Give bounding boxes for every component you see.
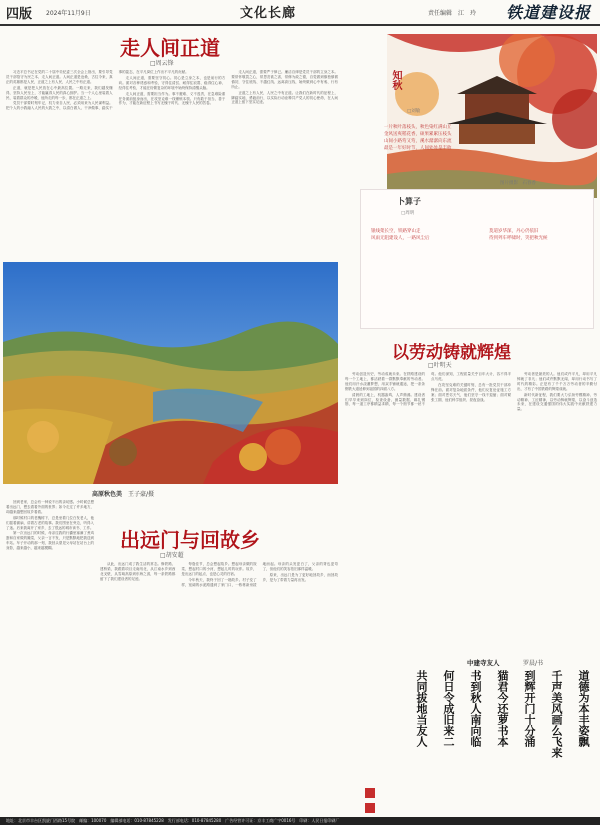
article-1-paragraph: 走人间正道，需要担当作为。事不避难、义不逃责，在急难险重任务面前挺身而出，在攻坚克难一线锤炼本领。只有敢于担当、善于作为，才能在新征程上书写无愧于时代、无愧于人民的答卷。	[118, 91, 226, 106]
calligraphy-column: 到辉开门十分涌	[523, 670, 536, 747]
issue-date: 2024年11月9日	[46, 10, 91, 17]
poem-2-line: 风雨无阻建设人，一路风尘后	[371, 236, 430, 241]
poem-1-verse	[384, 124, 504, 152]
poem-1-title: 知秋	[390, 70, 401, 90]
painting-credit: 图片摄影 石春香	[500, 181, 536, 186]
article-2-paragraph: 第一次出远门的时候，母亲往我的行囊里塞满了煮鸡蛋和自家做的腌菜，父亲一言不发，只是默默地把我送到车站。车子开动的那一刻，我回头望见父母站在站台上的身影，越来越小，越来越模糊。	[6, 531, 94, 551]
article-3-paragraph: 劳动创造历史，劳动成就未来。在铁路建设的每一个工地上，都活跃着一群默默奉献的劳动者。他们用汗水浇灌梦想，用双手铺就通途，把一条条钢铁大道延伸到祖国的四面八方。	[345, 372, 425, 391]
page-number: 四版	[6, 7, 33, 22]
calligraphy-column: 书到秋人南向临	[469, 670, 482, 747]
calligraphy-column: 共同拔地当友人	[415, 670, 428, 747]
poem-1-line: 金风送爽稻花香，硕果累累压枝头	[384, 132, 452, 137]
article-1-paragraph: 习近平总书记在党的二十届中央纪委三次全会上指出，要引导党员干部恪守为民之本、走人间正道。人间正道是沧桑，古往今来，真正的英雄都是人民，正道之上有人民，人民之中有正道。	[6, 70, 113, 84]
editor-credit: 责任编辑 江 玲	[428, 10, 477, 17]
poem-2-right-verse	[489, 228, 589, 242]
newspaper-masthead: 铁道建设报	[506, 3, 592, 22]
calligraphy-title: 中建寺友人	[467, 659, 500, 667]
article-2-paragraph: 那时候村口的老槐树下，总是坐着几位白发老人，他们摇着蒲扇，讲着古老的故事。我们围坐在旁边，听得入了迷。后来我离开了家乡，去了很远的城市读书、工作。	[6, 515, 94, 530]
seal-stamp-icon	[365, 803, 375, 813]
poem-1-author: □刘敏	[407, 109, 421, 114]
article-1-paragraph: 党员干部要时刻牢记，权力来自人民，必须用来为人民谋利益。把个人的小我融入人民的大我之中，以清白做人、干净做事、踏实干事的姿态，在平凡岗位上作出不平凡的贡献。	[6, 70, 189, 111]
poem-2-left-verse	[371, 228, 481, 242]
page-footer: 地址：北京市丰台区凯旋门西路15号院 邮编：100070 编辑部电话：010-87845228 发行部电话：010-87845280 广告经营许可证：京丰工商广字0016号 印刷：人民日报印刷厂	[0, 817, 600, 825]
article-2-body-left	[6, 500, 94, 812]
article-2-paragraph: 每逢佳节，总会想起故乡。想起母亲做的饭菜，想起村口的小河，想起儿时的玩伴。故乡，是出远门的起点，也是心灵的归宿。	[181, 562, 257, 576]
article-2-paragraph: 今年秋天，我终于回了一趟故乡。村子变了样，宽阔的水泥路通到了家门口，一栋栋新房拔地而起。母亲的头发更白了，父亲的背也更弯了，但他们的笑容依旧那样温暖。	[181, 562, 338, 587]
poem-1-line: 山间小路弯又弯，溪水潺潺向东流	[384, 139, 452, 144]
calligraphy-column: 猫君今还萝书本	[496, 670, 509, 747]
calligraphy-column: 何日令成旧来二	[442, 670, 455, 747]
poem-2-line: 银线架长空，铁路穿山走	[371, 229, 421, 234]
pavilion-painting-image	[387, 34, 597, 198]
poem-2-line: 待到列车呼啸时，笑把秋光候	[489, 236, 548, 241]
article-3-paragraph: 在攻坚克难的关键时刻，总有一批党员干部冲锋在前。面对复杂地质条件，他们反复论证施工方案；面对恶劣天气，他们坚守一线不退缩；面对紧张工期，他们科学组织、昼夜奋战。	[431, 382, 511, 402]
article-1-title: 走人间正道	[120, 36, 220, 60]
article-2-paragraph: 从此，出远门成了我生活的常态。修铁路、建桥梁，我跟着项目走南闯北，从江南水乡到西北戈壁，从雪域高原到东海之滨，每一条铁路都留下了我们建设者的足迹。	[100, 562, 176, 581]
poem-2-author: □周明	[401, 211, 415, 216]
calligraphy-column: 千声美风画么飞来	[550, 670, 563, 758]
article-2-body-right	[100, 562, 338, 812]
landscape-photo	[3, 262, 338, 484]
poem-1-line: 一片秋叶落枝头，秋色染红满山丘	[384, 125, 452, 130]
article-1-author: □周云锋	[150, 60, 174, 67]
article-1-paragraph: 正道之上有人民，人民之中有正道。让我们在新时代的征程上，脚踏实地、勇毅前行，以实际行动诠释共产党人的初心使命，在人间正道上留下坚实足迹。	[231, 90, 338, 105]
article-3-author: □叶明天	[428, 362, 452, 369]
article-1-paragraph: 走人间正道，需要严于律己。廉洁自律是党员干部的立身之本。要常怀敬畏之心，常思贪欲之害，常修为政之德，自觉做到慎独慎微慎初，守住底线、不越红线、远离高压线，始终做到心中有戒、行有所止。	[231, 70, 338, 89]
autumn-painting	[387, 34, 597, 198]
poem-2-box	[360, 189, 594, 329]
section-title: 文化长廊	[240, 6, 297, 21]
article-1-body	[6, 70, 338, 258]
article-2-paragraph: 原来，出远门是为了更好地回故乡，而回故乡，是为了带着力量再出发。	[262, 572, 338, 582]
autumn-plateau-image	[3, 262, 338, 484]
article-3-paragraph: 清晨的工地上，机器轰鸣，人声鼎沸。建设者们早早来到岗位，检查设备、测量数据、绑扎钢筋，每一道工序都精益求精，每一个细节都一丝不苟。他们深知，工程质量关乎百年大计，容不得半点马虎。	[345, 372, 511, 407]
article-3-body	[345, 372, 597, 654]
article-3-paragraph: 新时代新征程，我们要大力弘扬劳模精神、劳动精神、工匠精神，以劳动铸就辉煌，以奋斗创造未来，在建设交通强国的伟大实践中贡献铁建力量。	[517, 392, 597, 412]
article-1-paragraph: 走人间正道，需要坚守初心。初心是立身之本，也是前行的方向。面对各种诱惑和考验，守得住清贫、耐得住寂寞、稳得住心神、经得住考验，才能在纷繁复杂的环境中始终保持清醒头脑。	[118, 75, 226, 90]
calligraphy-artwork	[345, 658, 597, 823]
article-2-paragraph: 回到老家，总会有一种说不出的亲切感。小时候总想着出远门，想去看看外面的世界；如今走过了许多地方，却越来越想回故乡看看。	[6, 500, 94, 514]
poem-2-line: 莫道岁华深，丹心仍依旧	[489, 229, 539, 234]
poem-2-title: 卜算子	[397, 196, 421, 206]
photo-caption-title: 高原秋色美	[92, 491, 123, 498]
article-2-title: 出远门与回故乡	[120, 528, 260, 552]
calligraphy-column: 道德为本丰姿飘	[577, 670, 590, 747]
article-3-paragraph: 劳动者是最美的人。他们或许平凡，却用平凡铸就了非凡；他们或许默默无闻，却用行动书写了时代的精彩。正是有了千千万万劳动者的辛勤付出，才有了中国铁路的辉煌成就。	[517, 372, 597, 391]
article-3-title: 以劳动铸就辉煌	[392, 343, 511, 363]
poem-1-line: 最是一年好时节，人间处处是丰收	[384, 146, 452, 151]
seal-stamp-icon	[365, 788, 375, 798]
article-1-paragraph: 正道，就是把人民放在心中最高位置。一路走来，我们越发懂得，坚持人民至上，才能赢得人民的真心拥护。当一个人心里装着人民、装着群众的冷暖，他所走的每一步，都在正道之上。	[6, 85, 113, 100]
photo-caption	[92, 489, 154, 498]
calligraphy-author: 罗晨/书	[523, 660, 544, 667]
article-2-author: □胡安超	[160, 552, 184, 559]
photo-credit: 王子豪/摄	[128, 491, 155, 498]
